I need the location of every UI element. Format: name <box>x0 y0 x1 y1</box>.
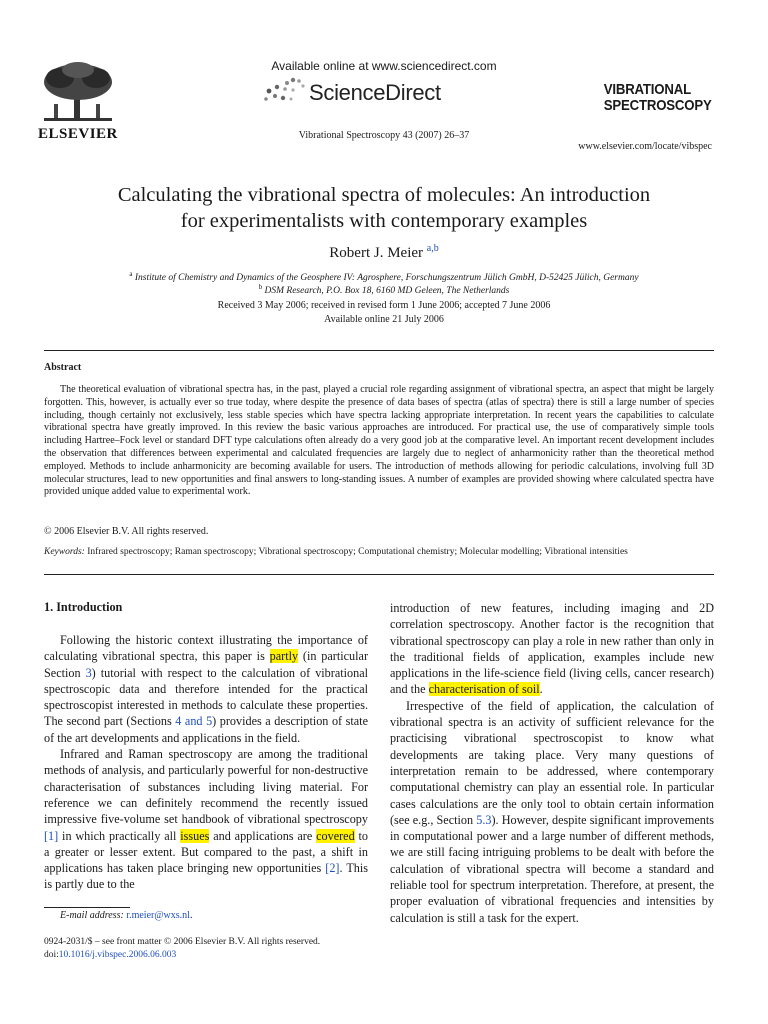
keywords-list: Infrared spectroscopy; Raman spectroscopy; Vibrational spectroscopy; Computational chemistry; Molecular modelling; Vibrational intensities <box>87 547 628 557</box>
email-label: E-mail address: <box>60 910 124 921</box>
affiliation-a-text: Institute of Chemistry and Dynamics of the Geosphere IV: Agrosphere, Forschungszentrum Jülich GmbH, D-52425 Jülich, Germany <box>134 273 639 284</box>
email-link[interactable]: r.meier@wxs.nl <box>126 910 190 921</box>
keywords-label: Keywords: <box>44 547 85 557</box>
doi-label: doi: <box>44 950 59 960</box>
ref-section-5-3[interactable]: 5.3 <box>476 812 492 827</box>
intro-paragraph-1: Following the historic context illustrating the importance of calculating vibrational spectra, this paper is partly (in particular Section 3) tutorial with respect to the calculation of vibrational spectroscopic data and therefore intended for the practical spectroscopist interested in methods to calculate these properties. The second part (Sections 4 and 5) provides a description of state of the art developments and applications in the field. <box>44 633 368 745</box>
article-title <box>60 182 708 234</box>
sciencedirect-dots-icon <box>263 77 307 105</box>
available-online-text[interactable]: Available online at www.sciencedirect.com <box>271 59 497 73</box>
sciencedirect-logo[interactable] <box>263 77 463 107</box>
sciencedirect-wordmark: ScienceDirect <box>309 80 441 105</box>
intro-paragraph-4: Irrespective of the field of application, the calculation of vibrational spectra is an activity of sufficient relevance for the practicising vibrational spectroscopist to know what developments are taking place. Very many questions of interpretation remain to be addressed, where contemporary computational chemistry can play an essential role. In particular cases calculations are the only tool to obtain certain information (see e.g., Section 5.3). However, despite significant improvements in computational power and a large number of different methods, we are still facing intriguing problems to be dealt with before the calculation of vibrational spectra will become a standard and reliable tool for spectrum interpretation. Therefore, at present, the proper evaluation of vibrational frequencies and intensities by calculation is still a task for the expert. <box>390 698 714 925</box>
journal-title <box>604 82 712 114</box>
doi-link[interactable]: 10.1016/j.vibspec.2006.06.003 <box>58 950 177 960</box>
doi-line <box>44 950 176 960</box>
abstract-body: The theoretical evaluation of vibrational spectra has, in the past, played a crucial role regarding assignment of vibrational spectra, an aspect that might be largely forgotten. This, however, is actually ever so true today, where despite the presence of data bases of spectra (atlas of spectra) there is still a large number of species including, though certainly not exclusively, less stable species which have spectra lacking appropriate interpretation. In recent years the capabilities to calculate vibrational spectra have greatly improved. In this review the basic various approaches are introduced. For practical use, the use of comparatively simple tools including Hartree–Fock level or standard DFT type calculations often already do a very good job at the comparative level. An important recent development includes the observation that differences between experimental and calculated frequencies are largely due to neglect of anharmonicity rather than the theoretical method employed. Methods to include anharmonicity are becoming available for users. The introduction of methods allowing for periodic calculations, involving full 3D molecular structures, lead to new opportunities and final answers to long-standing issues. A number of examples are provided showing where calculated spectra have provided unique added value to experimental work. <box>44 384 714 498</box>
author-email: E-mail address: r.meier@wxs.nl. <box>60 910 193 921</box>
article-title-line2: for experimentalists with contemporary examples <box>180 210 588 232</box>
ref-1[interactable]: [1] <box>44 828 59 843</box>
abstract-top-rule <box>44 350 714 351</box>
issn-line: 0924-2031/$ – see front matter © 2006 Elsevier B.V. All rights reserved. <box>44 937 321 947</box>
publisher-name: ELSEVIER <box>38 126 118 142</box>
section-heading-introduction: 1. Introduction <box>44 600 123 614</box>
author-name: Robert J. Meier <box>329 245 424 261</box>
affiliation-b-text: DSM Research, P.O. Box 18, 6160 MD Geleen, The Netherlands <box>264 286 510 297</box>
intro-paragraph-2: Infrared and Raman spectroscopy are among the traditional methods of analysis, and particularly powerful for non-destructive characterisation of substances including living material. For reference we can definitely recommend the recently issued impressive five-volume set handbook of vibrational spectroscopy [1] in which practically all issues and applications are covered to a greater or lesser extent. But compared to the past, a shift in applications has taken place bringing new opportunities [2]. This is partly due to the <box>44 747 368 892</box>
highlight-issues[interactable]: issues <box>180 828 210 843</box>
affiliation-b-sup: b <box>258 283 263 291</box>
intro-paragraph-3: introduction of new features, including imaging and 2D correlation spectroscopy. Another factor is the recognition that vibrational spectroscopy can play a role in new rather than only in the traditional fields of application, examples include new applications in the life-science field (living cells, cancer research) and the characterisation of soil. <box>390 601 714 697</box>
received-dates: Received 3 May 2006; received in revised form 1 June 2006; accepted 7 June 2006 <box>217 300 551 311</box>
journal-title-line1: VIBRATIONAL <box>604 81 692 98</box>
affiliation-a <box>0 270 768 283</box>
highlight-partly[interactable]: partly <box>269 649 299 664</box>
ref-section-3[interactable]: 3 <box>85 665 92 680</box>
keywords <box>44 547 628 557</box>
highlight-covered[interactable]: covered <box>316 828 355 843</box>
available-online-date: Available online 21 July 2006 <box>324 314 444 325</box>
ref-2[interactable]: [2] <box>325 861 340 876</box>
footnote-rule <box>44 907 130 908</box>
abstract-copyright: © 2006 Elsevier B.V. All rights reserved. <box>44 526 209 537</box>
journal-title-line2: SPECTROSCOPY <box>604 97 712 114</box>
ref-sections-4-5[interactable]: 4 and 5 <box>175 714 213 729</box>
affiliation-b <box>0 283 768 296</box>
abstract-heading: Abstract <box>44 362 82 373</box>
right-column <box>390 600 714 926</box>
author-affiliation-sup[interactable]: a,b <box>426 243 439 254</box>
journal-url[interactable]: www.elsevier.com/locate/vibspec <box>578 141 712 152</box>
author <box>0 243 768 262</box>
journal-reference: Vibrational Spectroscopy 43 (2007) 26–37 <box>298 130 470 141</box>
highlight-characterisation-of-soil[interactable]: characterisation of soil <box>428 682 540 697</box>
abstract-bottom-rule <box>44 574 714 575</box>
left-column <box>44 632 368 893</box>
affiliation-a-sup: a <box>129 270 133 278</box>
article-title-line1: Calculating the vibrational spectra of molecules: An introduction <box>117 184 651 206</box>
